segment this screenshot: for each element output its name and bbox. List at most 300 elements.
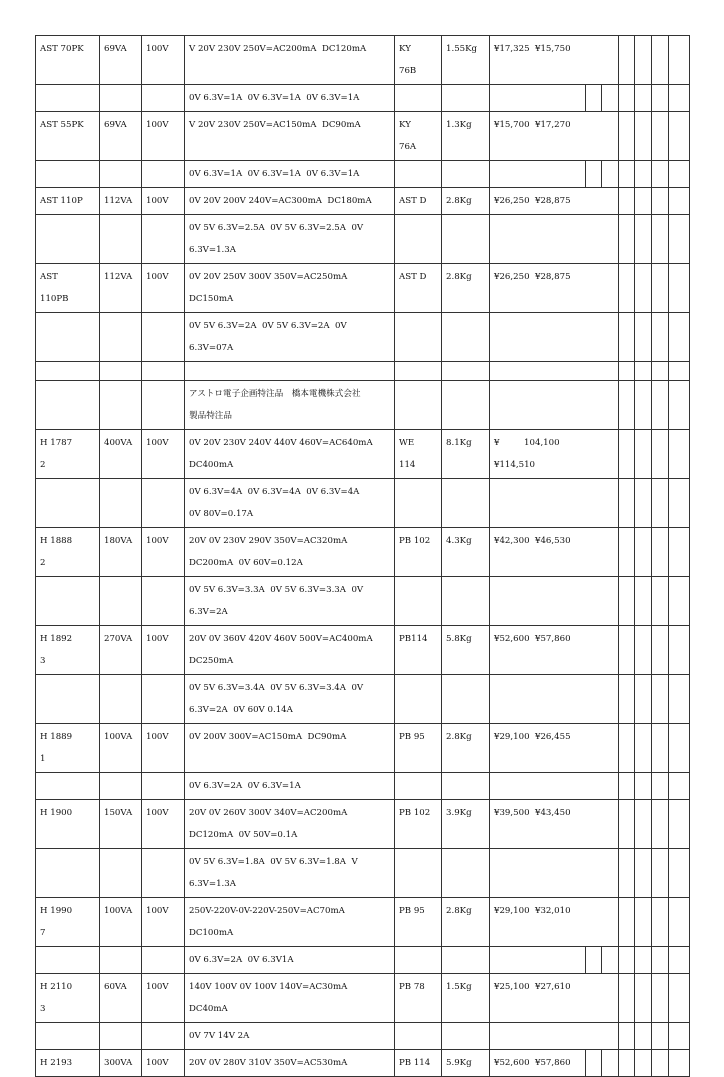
table-row	[36, 1050, 690, 1077]
table-row	[36, 528, 690, 577]
blank-cell	[442, 215, 490, 264]
blank-cell	[442, 849, 490, 898]
blank-cell	[36, 313, 100, 362]
check-cell	[652, 161, 669, 188]
model-cell-text: H 1787 2	[40, 438, 73, 470]
check-cell	[635, 974, 652, 1023]
model-cell	[36, 188, 100, 215]
check-cell	[669, 800, 690, 849]
model-cell	[36, 430, 100, 479]
check-cell	[586, 947, 602, 974]
check-cell	[669, 626, 690, 675]
check-cell	[635, 626, 652, 675]
blank-cell	[490, 947, 586, 974]
check-cell	[635, 362, 652, 381]
blank-cell	[395, 381, 442, 430]
core-cell	[395, 528, 442, 577]
primary-voltage-cell-text: 100V	[146, 44, 169, 54]
check-cell	[652, 479, 669, 528]
blank-cell	[142, 577, 185, 626]
table-row	[36, 215, 690, 264]
price-cell	[490, 974, 619, 1023]
check-cell	[602, 947, 619, 974]
blank-cell	[142, 362, 185, 381]
secondary-spec-cell-text: 140V 100V 0V 100V 140V=AC30mA DC40mA	[189, 982, 348, 1014]
blank-cell	[36, 362, 100, 381]
capacity-cell-text: 69VA	[104, 44, 127, 54]
model-cell	[36, 898, 100, 947]
check-cell	[669, 528, 690, 577]
capacity-cell	[100, 36, 142, 85]
check-cell	[669, 1050, 690, 1077]
table-row	[36, 947, 690, 974]
secondary-spec-cell-text: 0V 20V 200V 240V=AC300mA DC180mA	[189, 196, 372, 206]
blank-cell	[490, 675, 619, 724]
blank-cell	[490, 313, 619, 362]
secondary-spec-cell-text: 20V 0V 260V 300V 340V=AC200mA DC120mA 0V 50V=0.1A	[189, 808, 348, 840]
weight-cell	[442, 430, 490, 479]
check-cell	[635, 947, 652, 974]
model-cell-text: H 1900	[40, 808, 73, 818]
blank-cell	[100, 1023, 142, 1050]
check-cell	[602, 85, 619, 112]
check-cell	[652, 112, 669, 161]
capacity-cell	[100, 112, 142, 161]
blank-cell	[442, 479, 490, 528]
table-row	[36, 675, 690, 724]
blank-cell	[442, 85, 490, 112]
check-cell	[652, 1050, 669, 1077]
check-cell	[619, 215, 635, 264]
check-cell	[669, 947, 690, 974]
blank-cell	[490, 773, 619, 800]
secondary-spec-cell-text: 250V-220V-0V-220V-250V=AC70mA DC100mA	[189, 906, 345, 938]
blank-cell	[395, 675, 442, 724]
heater-spec-cell	[185, 947, 395, 974]
check-cell	[635, 430, 652, 479]
check-cell	[619, 264, 635, 313]
check-cell	[635, 264, 652, 313]
secondary-spec-cell	[185, 264, 395, 313]
check-cell	[652, 313, 669, 362]
core-cell	[395, 626, 442, 675]
core-cell	[395, 898, 442, 947]
model-cell-text: AST 110P	[40, 196, 83, 206]
table-body	[36, 36, 690, 1077]
check-cell	[635, 1050, 652, 1077]
check-cell	[652, 430, 669, 479]
primary-voltage-cell-text: 100V	[146, 634, 169, 644]
weight-cell-text: 1.3Kg	[446, 120, 472, 130]
blank-cell	[36, 675, 100, 724]
capacity-cell-text: 112VA	[104, 272, 133, 282]
check-cell	[652, 849, 669, 898]
core-cell	[395, 430, 442, 479]
blank-cell	[490, 161, 586, 188]
weight-cell	[442, 188, 490, 215]
model-cell-text: AST 110PB	[40, 272, 69, 304]
blank-cell	[36, 577, 100, 626]
core-cell	[395, 36, 442, 85]
blank-cell	[442, 381, 490, 430]
price-cell-text: ¥39,500 ¥43,450	[494, 808, 571, 818]
check-cell	[669, 479, 690, 528]
primary-voltage-cell-text: 100V	[146, 808, 169, 818]
table-row	[36, 161, 690, 188]
blank-cell	[36, 947, 100, 974]
blank-cell	[100, 362, 142, 381]
check-cell	[669, 264, 690, 313]
capacity-cell	[100, 1050, 142, 1077]
weight-cell-text: 4.3Kg	[446, 536, 472, 546]
check-cell	[652, 362, 669, 381]
blank-cell	[442, 675, 490, 724]
check-cell	[619, 577, 635, 626]
blank-cell	[490, 849, 619, 898]
primary-voltage-cell	[142, 430, 185, 479]
blank-cell	[395, 479, 442, 528]
primary-voltage-cell-text: 100V	[146, 732, 169, 742]
check-cell	[635, 1023, 652, 1050]
price-cell	[490, 1050, 586, 1077]
check-cell	[586, 85, 602, 112]
table-row	[36, 724, 690, 773]
blank-cell	[395, 313, 442, 362]
blank-cell	[395, 1023, 442, 1050]
check-cell	[619, 313, 635, 362]
price-cell-text: ¥ 104,100 ¥114,510	[494, 438, 560, 470]
primary-voltage-cell-text: 100V	[146, 1058, 169, 1068]
check-cell	[619, 112, 635, 161]
capacity-cell-text: 180VA	[104, 536, 133, 546]
blank-cell	[36, 479, 100, 528]
blank-cell	[36, 161, 100, 188]
heater-spec-cell-text: 0V 6.3V=2A 0V 6.3V=1A	[189, 781, 301, 791]
table-row	[36, 188, 690, 215]
weight-cell-text: 2.8Kg	[446, 906, 472, 916]
capacity-cell-text: 100VA	[104, 906, 133, 916]
check-cell	[619, 1050, 635, 1077]
weight-cell	[442, 800, 490, 849]
heater-spec-cell-text: 0V 5V 6.3V=2A 0V 5V 6.3V=2A 0V 6.3V=07A	[189, 321, 347, 353]
secondary-spec-cell-text: V 20V 230V 250V=AC150mA DC90mA	[189, 120, 361, 130]
blank-cell	[100, 773, 142, 800]
capacity-cell	[100, 724, 142, 773]
heater-spec-cell	[185, 313, 395, 362]
table-row	[36, 313, 690, 362]
table-row	[36, 626, 690, 675]
blank-cell	[395, 215, 442, 264]
blank-cell	[490, 381, 619, 430]
model-cell	[36, 800, 100, 849]
check-cell	[586, 1050, 602, 1077]
blank-cell	[490, 362, 619, 381]
blank-cell	[100, 381, 142, 430]
blank-cell	[36, 849, 100, 898]
model-cell-text: H 1889 1	[40, 732, 73, 764]
capacity-cell	[100, 974, 142, 1023]
primary-voltage-cell-text: 100V	[146, 982, 169, 992]
check-cell	[619, 381, 635, 430]
table-row	[36, 1023, 690, 1050]
primary-voltage-cell	[142, 626, 185, 675]
heater-spec-cell-text: 0V 5V 6.3V=3.4A 0V 5V 6.3V=3.4A 0V 6.3V=2A 0V 60V 0.14A	[189, 683, 364, 715]
blank-cell	[142, 773, 185, 800]
blank-cell	[395, 161, 442, 188]
model-cell-text: H 2193	[40, 1058, 73, 1068]
transformer-spec-table	[35, 35, 690, 1077]
secondary-spec-cell	[185, 626, 395, 675]
capacity-cell-text: 150VA	[104, 808, 133, 818]
heater-spec-cell-text: 0V 7V 14V 2A	[189, 1031, 250, 1041]
heater-spec-cell	[185, 773, 395, 800]
check-cell	[619, 430, 635, 479]
core-cell	[395, 188, 442, 215]
core-cell	[395, 1050, 442, 1077]
blank-cell	[142, 849, 185, 898]
capacity-cell	[100, 898, 142, 947]
table-row	[36, 264, 690, 313]
price-cell	[490, 36, 619, 85]
secondary-spec-cell	[185, 36, 395, 85]
check-cell	[669, 381, 690, 430]
check-cell	[635, 773, 652, 800]
primary-voltage-cell	[142, 264, 185, 313]
capacity-cell	[100, 800, 142, 849]
check-cell	[635, 479, 652, 528]
blank-cell	[395, 85, 442, 112]
weight-cell-text: 3.9Kg	[446, 808, 472, 818]
secondary-spec-cell	[185, 898, 395, 947]
check-cell	[619, 362, 635, 381]
check-cell	[669, 362, 690, 381]
blank-cell	[142, 947, 185, 974]
capacity-cell	[100, 626, 142, 675]
check-cell	[619, 800, 635, 849]
blank-cell	[36, 1023, 100, 1050]
blank-cell	[442, 362, 490, 381]
primary-voltage-cell	[142, 188, 185, 215]
table-row	[36, 773, 690, 800]
capacity-cell	[100, 188, 142, 215]
price-cell	[490, 112, 619, 161]
secondary-spec-cell	[185, 974, 395, 1023]
primary-voltage-cell-text: 100V	[146, 906, 169, 916]
secondary-spec-cell	[185, 430, 395, 479]
primary-voltage-cell	[142, 724, 185, 773]
primary-voltage-cell-text: 100V	[146, 438, 169, 448]
secondary-spec-cell-text: 20V 0V 280V 310V 350V=AC530mA	[189, 1058, 348, 1068]
price-cell-text: ¥42,300 ¥46,530	[494, 536, 571, 546]
primary-voltage-cell	[142, 528, 185, 577]
blank-cell	[142, 675, 185, 724]
model-cell-text: H 2110 3	[40, 982, 73, 1014]
capacity-cell	[100, 264, 142, 313]
heater-spec-cell	[185, 85, 395, 112]
check-cell	[619, 849, 635, 898]
check-cell	[669, 215, 690, 264]
heater-spec-cell	[185, 1023, 395, 1050]
secondary-spec-cell	[185, 1050, 395, 1077]
note-cell-text: アストロ電子企画特注品 橋本電機株式会社 製品特注品	[189, 389, 361, 421]
check-cell	[619, 161, 635, 188]
weight-cell	[442, 898, 490, 947]
check-cell	[652, 1023, 669, 1050]
check-cell	[619, 1023, 635, 1050]
model-cell	[36, 112, 100, 161]
model-cell-text: H 1888 2	[40, 536, 73, 568]
secondary-spec-cell-text: 0V 200V 300V=AC150mA DC90mA	[189, 732, 347, 742]
capacity-cell	[100, 528, 142, 577]
blank-cell	[490, 479, 619, 528]
table-row	[36, 898, 690, 947]
weight-cell-text: 2.8Kg	[446, 272, 472, 282]
price-cell-text: ¥29,100 ¥26,455	[494, 732, 571, 742]
model-cell	[36, 626, 100, 675]
blank-cell	[442, 773, 490, 800]
blank-cell	[442, 947, 490, 974]
table-row	[36, 430, 690, 479]
check-cell	[652, 528, 669, 577]
core-cell-text: PB 78	[399, 982, 425, 992]
check-cell	[669, 974, 690, 1023]
check-cell	[619, 974, 635, 1023]
secondary-spec-cell	[185, 528, 395, 577]
blank-cell	[395, 773, 442, 800]
check-cell	[635, 36, 652, 85]
price-cell-text: ¥26,250 ¥28,875	[494, 272, 571, 282]
price-cell-text: ¥15,700 ¥17,270	[494, 120, 571, 130]
model-cell	[36, 528, 100, 577]
table-row	[36, 577, 690, 626]
blank-cell	[100, 479, 142, 528]
table-row	[36, 85, 690, 112]
secondary-spec-cell	[185, 112, 395, 161]
check-cell	[635, 675, 652, 724]
check-cell	[619, 188, 635, 215]
check-cell	[652, 85, 669, 112]
check-cell	[652, 36, 669, 85]
blank-cell	[36, 773, 100, 800]
check-cell	[619, 675, 635, 724]
check-cell	[635, 381, 652, 430]
check-cell	[652, 800, 669, 849]
capacity-cell-text: 100VA	[104, 732, 133, 742]
secondary-spec-cell-text: 20V 0V 230V 290V 350V=AC320mA DC200mA 0V 60V=0.12A	[189, 536, 348, 568]
capacity-cell-text: 60VA	[104, 982, 127, 992]
heater-spec-cell	[185, 161, 395, 188]
core-cell	[395, 264, 442, 313]
heater-spec-cell-text: 0V 6.3V=4A 0V 6.3V=4A 0V 6.3V=4A 0V 80V=0.17A	[189, 487, 360, 519]
primary-voltage-cell-text: 100V	[146, 272, 169, 282]
weight-cell-text: 1.5Kg	[446, 982, 472, 992]
secondary-spec-cell-text: 0V 20V 230V 240V 440V 460V=AC640mA DC400mA	[189, 438, 373, 470]
price-cell	[490, 626, 619, 675]
core-cell	[395, 974, 442, 1023]
check-cell	[635, 724, 652, 773]
blank-cell	[490, 577, 619, 626]
check-cell	[619, 85, 635, 112]
core-cell-text: KY 76B	[399, 44, 417, 76]
blank-cell	[100, 675, 142, 724]
table-row	[36, 479, 690, 528]
blank-cell	[100, 313, 142, 362]
core-cell-text: PB114	[399, 634, 428, 644]
core-cell	[395, 724, 442, 773]
blank-cell	[142, 215, 185, 264]
check-cell	[652, 773, 669, 800]
blank-cell	[36, 215, 100, 264]
core-cell-text: PB 102	[399, 808, 431, 818]
price-cell	[490, 528, 619, 577]
check-cell	[652, 724, 669, 773]
price-cell	[490, 430, 619, 479]
heater-spec-cell	[185, 849, 395, 898]
blank-cell	[36, 85, 100, 112]
check-cell	[635, 85, 652, 112]
weight-cell	[442, 626, 490, 675]
primary-voltage-cell	[142, 898, 185, 947]
model-cell	[36, 264, 100, 313]
price-cell-text: ¥52,600 ¥57,860	[494, 1058, 571, 1068]
secondary-spec-cell-text: V 20V 230V 250V=AC200mA DC120mA	[189, 44, 367, 54]
blank-cell	[490, 215, 619, 264]
model-cell	[36, 724, 100, 773]
weight-cell-text: 8.1Kg	[446, 438, 472, 448]
check-cell	[635, 215, 652, 264]
blank-cell	[442, 161, 490, 188]
primary-voltage-cell	[142, 974, 185, 1023]
core-cell-text: PB 95	[399, 732, 425, 742]
blank-cell	[185, 362, 395, 381]
table-row	[36, 800, 690, 849]
check-cell	[669, 112, 690, 161]
primary-voltage-cell-text: 100V	[146, 196, 169, 206]
blank-cell	[395, 947, 442, 974]
core-cell-text: PB 102	[399, 536, 431, 546]
check-cell	[669, 36, 690, 85]
check-cell	[602, 1050, 619, 1077]
blank-cell	[100, 849, 142, 898]
capacity-cell-text: 300VA	[104, 1058, 133, 1068]
blank-cell	[142, 161, 185, 188]
blank-cell	[142, 381, 185, 430]
model-cell-text: AST 55PK	[40, 120, 84, 130]
price-cell-text: ¥25,100 ¥27,610	[494, 982, 571, 992]
table-row	[36, 362, 690, 381]
weight-cell	[442, 528, 490, 577]
weight-cell	[442, 724, 490, 773]
blank-cell	[142, 85, 185, 112]
core-cell	[395, 112, 442, 161]
check-cell	[635, 112, 652, 161]
blank-cell	[100, 85, 142, 112]
check-cell	[619, 36, 635, 85]
capacity-cell-text: 69VA	[104, 120, 127, 130]
blank-cell	[100, 215, 142, 264]
table-row	[36, 974, 690, 1023]
weight-cell	[442, 36, 490, 85]
price-cell	[490, 898, 619, 947]
weight-cell-text: 2.8Kg	[446, 732, 472, 742]
heater-spec-cell	[185, 479, 395, 528]
check-cell	[619, 724, 635, 773]
check-cell	[635, 898, 652, 947]
check-cell	[652, 577, 669, 626]
blank-cell	[395, 362, 442, 381]
check-cell	[669, 724, 690, 773]
secondary-spec-cell-text: 20V 0V 360V 420V 460V 500V=AC400mA DC250mA	[189, 634, 373, 666]
